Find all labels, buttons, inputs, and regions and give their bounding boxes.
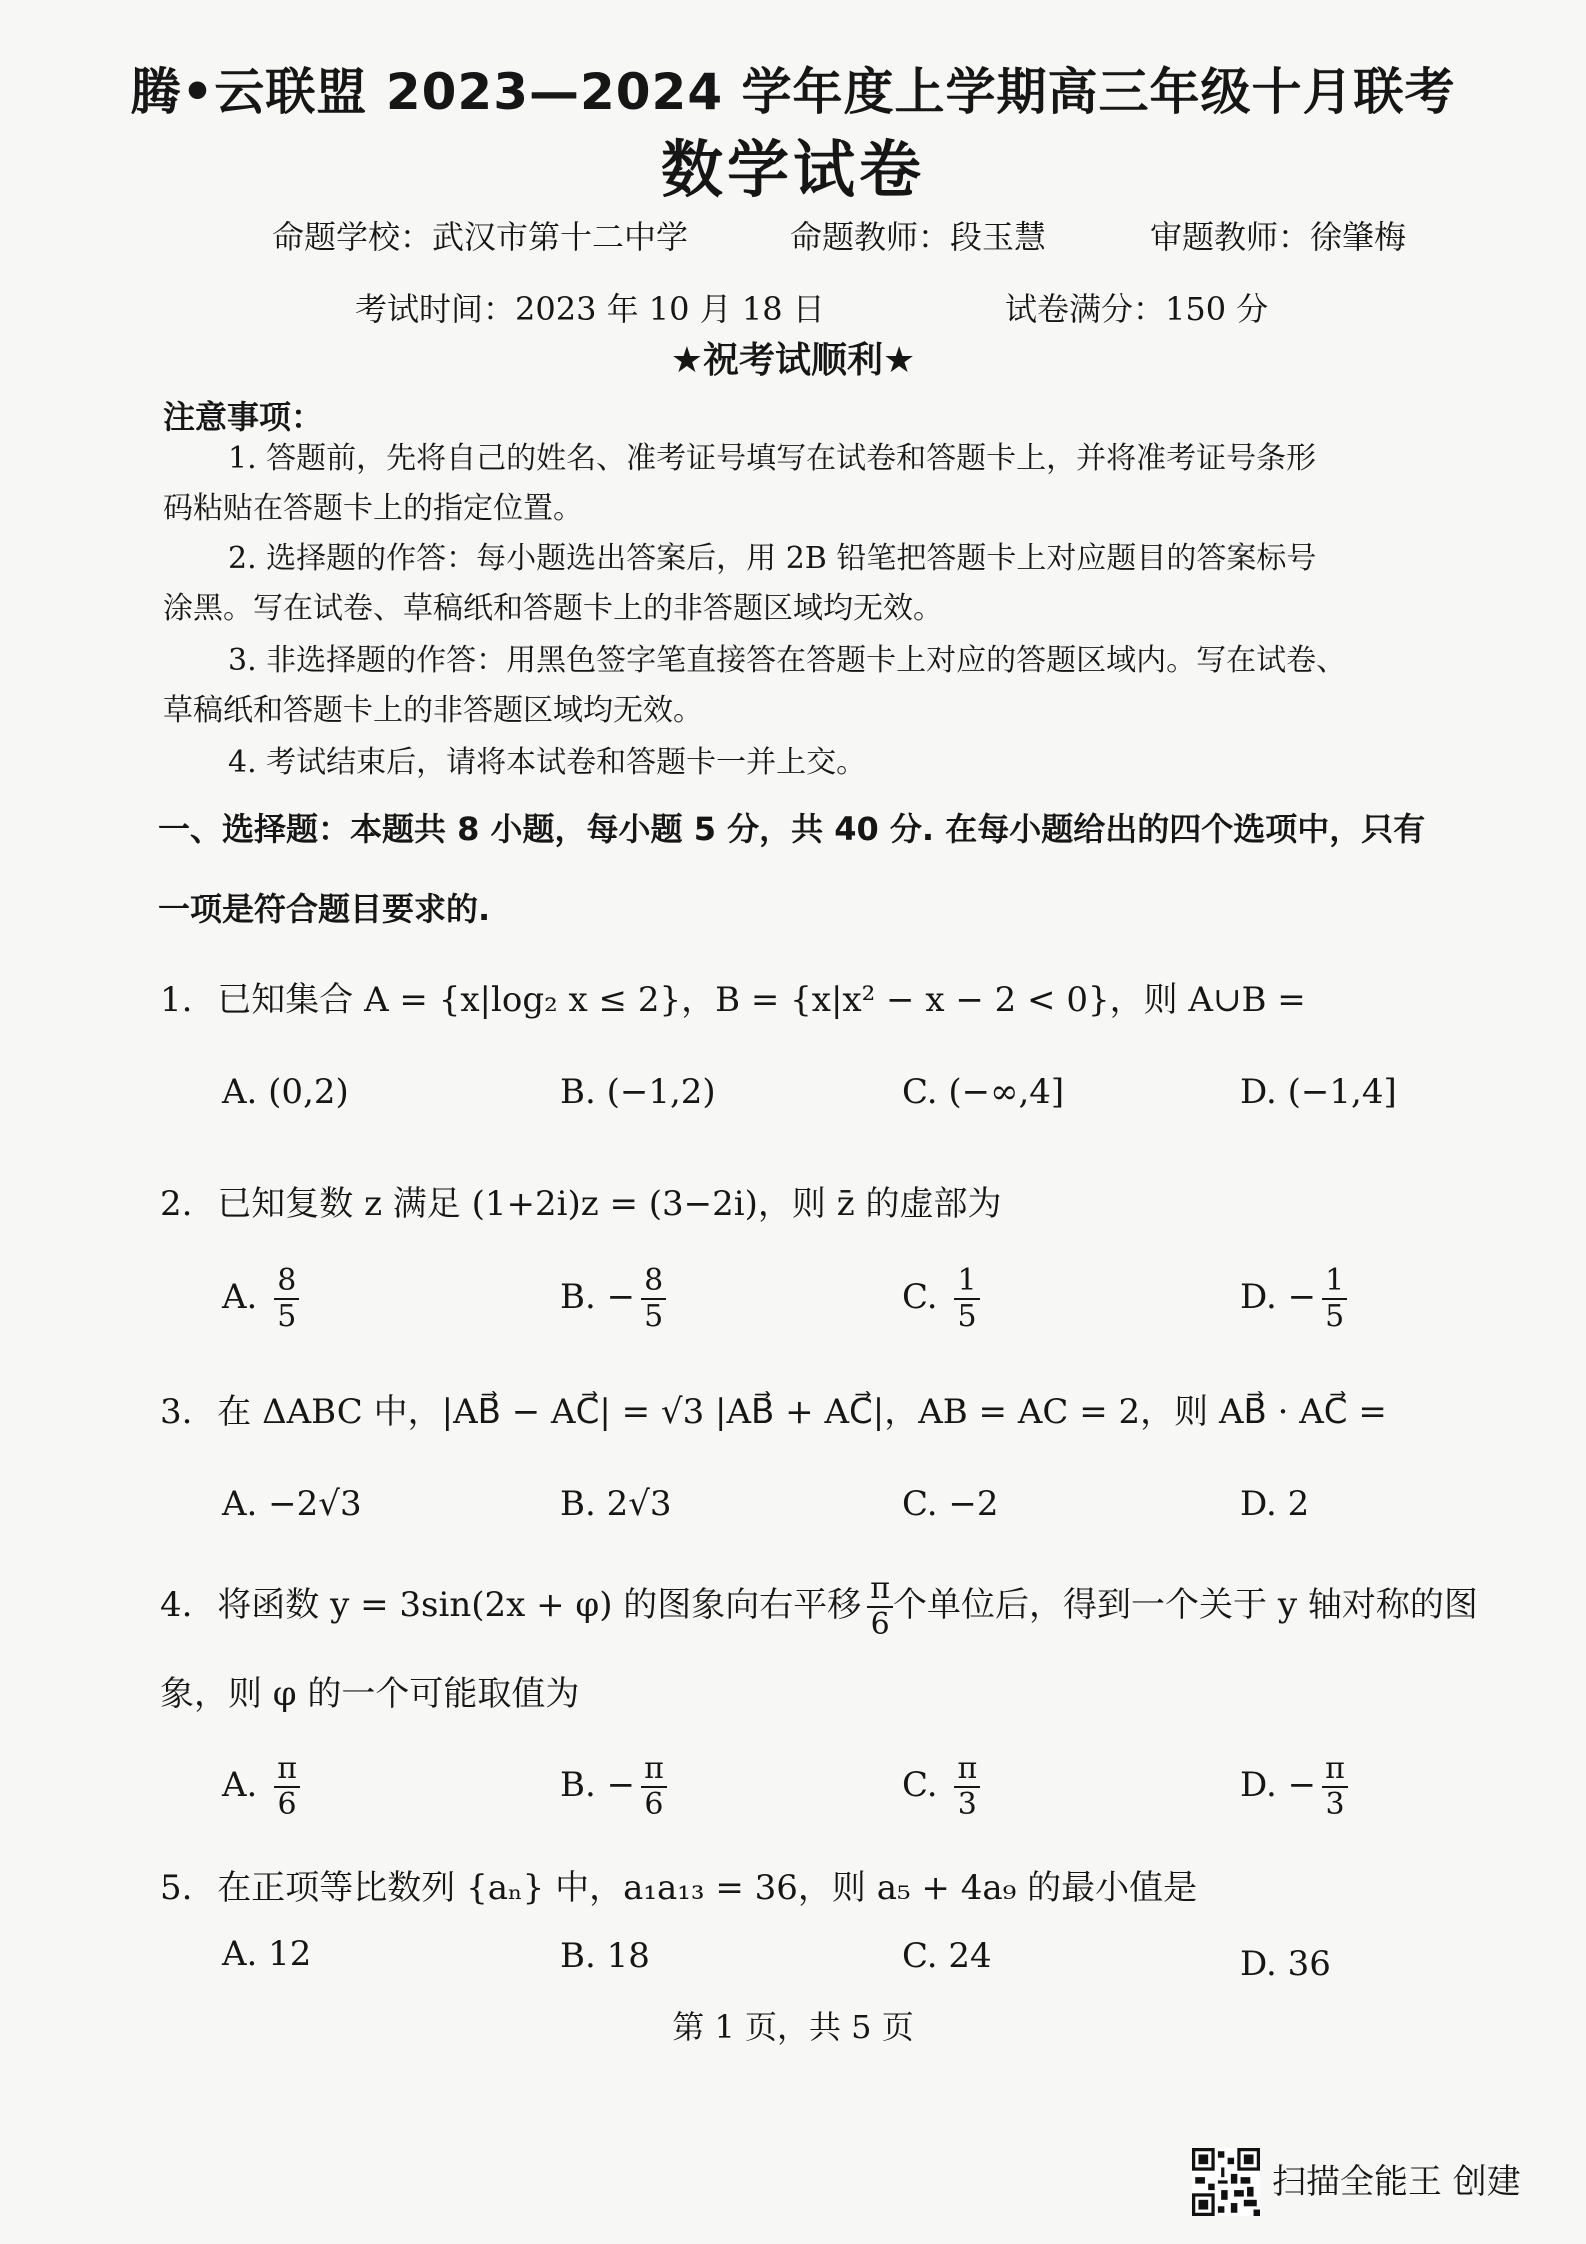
- scanner-watermark-text: 扫描全能王 创建: [1272, 2162, 1521, 2202]
- note-2-line-2: 涂黑。写在试卷、草稿纸和答题卡上的非答题区域均无效。: [163, 591, 943, 626]
- question-number: 5.: [160, 1868, 193, 1908]
- fraction: $\frac{\pi}{6}$: [641, 1752, 667, 1822]
- question-4-line-2: 象，则 φ 的一个可能取值为: [160, 1674, 580, 1714]
- question-4-option-c: C. $\frac{\pi}{3}$: [902, 1752, 980, 1822]
- meta-school: 命题学校：武汉市第十二中学: [272, 218, 689, 256]
- question-number: 2.: [160, 1184, 193, 1224]
- question-number: 3.: [160, 1392, 193, 1432]
- note-2-line-1: 2. 选择题的作答：每小题选出答案后，用 2B 铅笔把答题卡上对应题目的答案标号: [228, 541, 1317, 576]
- question-1-option-a: A. (0,2): [222, 1072, 349, 1112]
- question-text-cont: 个单位后，得到一个关于 y 轴对称的图: [893, 1585, 1478, 1625]
- question-5-option-c: C. 24: [902, 1936, 992, 1976]
- note-3-line-2: 草稿纸和答题卡上的非答题区域均无效。: [163, 693, 703, 728]
- question-5-option-a: A. 12: [222, 1934, 312, 1974]
- meta-teacher: 命题教师：段玉慧: [790, 218, 1047, 256]
- note-4: 4. 考试结束后，请将本试卷和答题卡一并上交。: [228, 745, 867, 780]
- question-2-option-c: C. $\frac{1}{5}$: [902, 1264, 980, 1334]
- exam-subject-title: 数学试卷: [660, 133, 925, 206]
- page-footer: 第 1 页，共 5 页: [672, 2008, 914, 2046]
- fraction: $\frac{\pi}{6}$: [867, 1572, 893, 1642]
- question-2-option-b: B. − $\frac{8}{5}$: [560, 1264, 666, 1334]
- question-1-option-c: C. (−∞,4]: [902, 1072, 1065, 1112]
- question-1-option-d: D. (−1,4]: [1240, 1072, 1397, 1112]
- meta-reviewer: 审题教师：徐肇梅: [1150, 218, 1407, 256]
- fraction: $\frac{1}{5}$: [1322, 1264, 1347, 1334]
- question-4-option-d: D. − $\frac{\pi}{3}$: [1240, 1752, 1348, 1822]
- question-5-option-b: B. 18: [560, 1936, 650, 1976]
- question-2-option-d: D. − $\frac{1}{5}$: [1240, 1264, 1347, 1334]
- fraction: $\frac{8}{5}$: [274, 1264, 299, 1334]
- question-5: [160, 1860, 1197, 1909]
- section-1-heading-line-2: 一项是符合题目要求的.: [158, 890, 491, 928]
- fraction: $\frac{\pi}{3}$: [954, 1752, 980, 1822]
- fraction: $\frac{\pi}{3}$: [1322, 1752, 1348, 1822]
- question-3-option-b: B. 2√3: [560, 1484, 672, 1524]
- note-1-line-1: 1. 答题前，先将自己的姓名、准考证号填写在试卷和答题卡上，并将准考证号条形: [228, 441, 1317, 476]
- question-4-option-b: B. − $\frac{\pi}{6}$: [560, 1752, 667, 1822]
- note-1-line-2: 码粘贴在答题卡上的指定位置。: [163, 491, 583, 526]
- question-4-option-a: A. $\frac{\pi}{6}$: [222, 1752, 300, 1822]
- question-3-option-a: A. −2√3: [222, 1484, 362, 1524]
- question-1-option-b: B. (−1,2): [560, 1072, 716, 1112]
- question-2: [160, 1176, 1001, 1225]
- question-text: 在正项等比数列 {aₙ} 中，a₁a₁₃ = 36，则 a₅ + 4a₉ 的最小值是: [217, 1868, 1198, 1908]
- qr-code-icon: [1192, 2148, 1260, 2216]
- notes-heading: 注意事项：: [163, 398, 324, 436]
- meta-full-score: 试卷满分：150 分: [1005, 290, 1269, 328]
- question-3: [160, 1384, 1387, 1433]
- question-1: [160, 972, 1306, 1021]
- question-text: 在 ΔABC 中，|AB⃗ − AC⃗| = √3 |AB⃗ + AC⃗|，AB = AC = 2，则 AB⃗ · AC⃗ =: [217, 1392, 1387, 1432]
- question-text: 已知集合 A = {x|log₂ x ≤ 2}，B = {x|x² − x − 2 < 0}，则 A∪B =: [217, 980, 1306, 1020]
- question-3-option-d: D. 2: [1240, 1484, 1310, 1524]
- question-5-option-d: D. 36: [1240, 1944, 1331, 1984]
- good-luck-banner: ★祝考试顺利★: [670, 340, 916, 381]
- question-2-option-a: A. $\frac{8}{5}$: [222, 1264, 299, 1334]
- question-number: 1.: [160, 980, 193, 1020]
- fraction: $\frac{\pi}{6}$: [274, 1752, 300, 1822]
- exam-title: 腾•云联盟 2023—2024 学年度上学期高三年级十月联考: [130, 63, 1456, 121]
- question-3-option-c: C. −2: [902, 1484, 999, 1524]
- fraction: $\frac{8}{5}$: [641, 1264, 666, 1334]
- section-1-heading-line-1: 一、选择题：本题共 8 小题，每小题 5 分，共 40 分. 在每小题给出的四个选项中，只有: [158, 810, 1426, 848]
- question-text: 已知复数 z 满足 (1+2i)z = (3−2i)，则 z̄ 的虚部为: [217, 1184, 1002, 1224]
- fraction: $\frac{1}{5}$: [954, 1264, 979, 1334]
- meta-exam-time: 考试时间：2023 年 10 月 18 日: [355, 290, 825, 328]
- question-4: [160, 1572, 1478, 1642]
- note-3-line-1: 3. 非选择题的作答：用黑色签字笔直接答在答题卡上对应的答题区域内。写在试卷、: [228, 643, 1347, 678]
- question-text: 将函数 y = 3sin(2x + φ) 的图象向右平移: [217, 1585, 862, 1625]
- question-number: 4.: [160, 1585, 193, 1625]
